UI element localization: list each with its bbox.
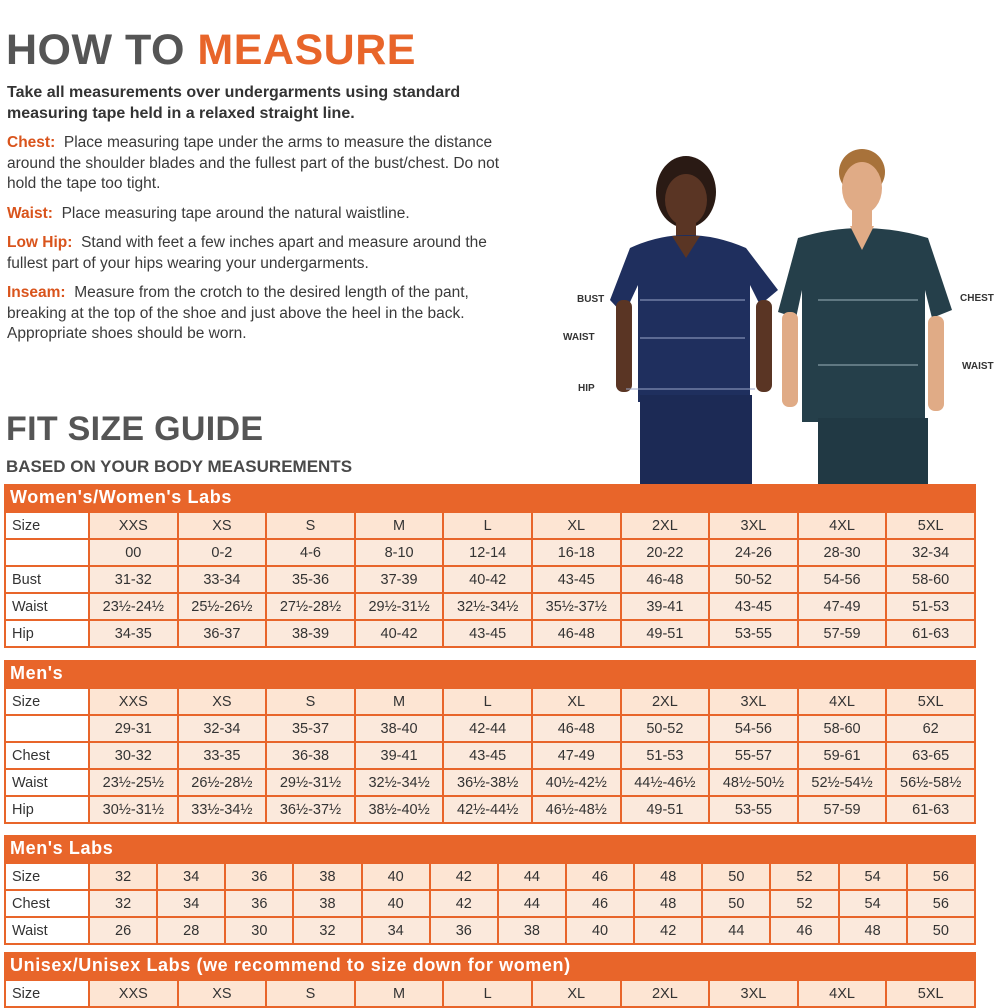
table-cell: 50-52 bbox=[710, 567, 797, 592]
table-cell: 42-44 bbox=[444, 716, 531, 741]
fit-size-guide-title: FIT SIZE GUIDE bbox=[6, 410, 264, 448]
table-cell: 32 bbox=[90, 864, 156, 889]
table-cell: 44½-46½ bbox=[622, 770, 709, 795]
table-cell: 23½-25½ bbox=[90, 770, 177, 795]
table-cell: 58-60 bbox=[799, 716, 886, 741]
women-size-table bbox=[4, 511, 976, 648]
table-cell: 4-6 bbox=[267, 540, 354, 565]
table-cell: 3XL bbox=[710, 689, 797, 714]
table-cell: 42½-44½ bbox=[444, 797, 531, 822]
table-cell: 5XL bbox=[887, 689, 974, 714]
table-cell: 30-32 bbox=[90, 743, 177, 768]
row-label: Size bbox=[6, 689, 88, 714]
table-cell: XXS bbox=[90, 513, 177, 538]
row-label: Bust bbox=[6, 567, 88, 592]
table-cell: 40 bbox=[567, 918, 633, 943]
table-cell: 46 bbox=[567, 891, 633, 916]
row-label: Size bbox=[6, 513, 88, 538]
table-cell: 52½-54½ bbox=[799, 770, 886, 795]
inseam-text: Measure from the crotch to the desired length of the pant, breaking at the top of the shoe and just above the heel in the back. Appropriate shoes should be worn. bbox=[7, 284, 469, 342]
table-cell: S bbox=[267, 513, 354, 538]
men-size-table bbox=[4, 687, 976, 824]
table-cell: 36 bbox=[226, 864, 292, 889]
row-label: Chest bbox=[6, 891, 88, 916]
table-cell: 61-63 bbox=[887, 797, 974, 822]
table-cell: 50-52 bbox=[622, 716, 709, 741]
table-cell: 35-36 bbox=[267, 567, 354, 592]
table-row bbox=[6, 891, 974, 916]
table-cell: M bbox=[356, 981, 443, 1006]
table-cell: 48 bbox=[635, 891, 701, 916]
table-cell: 30 bbox=[226, 918, 292, 943]
table-cell: 57-59 bbox=[799, 797, 886, 822]
table-cell: 28-30 bbox=[799, 540, 886, 565]
table-cell: XS bbox=[179, 689, 266, 714]
table-row bbox=[6, 743, 974, 768]
models-illustration bbox=[560, 140, 1000, 485]
table-cell: 36-38 bbox=[267, 743, 354, 768]
table-row bbox=[6, 621, 974, 646]
table-cell: 2XL bbox=[622, 689, 709, 714]
table-cell: 43-45 bbox=[444, 621, 531, 646]
table-cell: 36-37 bbox=[179, 621, 266, 646]
title-plain: HOW TO bbox=[6, 26, 198, 74]
table-cell: 38 bbox=[499, 918, 565, 943]
table-cell: 47-49 bbox=[533, 743, 620, 768]
row-label bbox=[6, 716, 88, 741]
table-cell: 58-60 bbox=[887, 567, 974, 592]
table-cell: 54 bbox=[840, 864, 906, 889]
table-cell: 54 bbox=[840, 891, 906, 916]
table-cell: 32 bbox=[294, 918, 360, 943]
table-cell: 26 bbox=[90, 918, 156, 943]
table-cell: 55-57 bbox=[710, 743, 797, 768]
table-cell: 39-41 bbox=[356, 743, 443, 768]
table-cell: 27½-28½ bbox=[267, 594, 354, 619]
women-section-heading: Women's/Women's Labs bbox=[4, 484, 976, 511]
men-labs-size-table bbox=[4, 862, 976, 945]
table-cell: L bbox=[444, 981, 531, 1006]
table-cell: 36 bbox=[226, 891, 292, 916]
table-cell: 36 bbox=[431, 918, 497, 943]
table-cell: 25½-26½ bbox=[179, 594, 266, 619]
table-cell: 36½-38½ bbox=[444, 770, 531, 795]
table-cell: 56 bbox=[908, 891, 974, 916]
men-section-heading: Men's bbox=[4, 660, 976, 687]
table-cell: 33½-34½ bbox=[179, 797, 266, 822]
table-cell: 42 bbox=[635, 918, 701, 943]
table-cell: L bbox=[444, 513, 531, 538]
table-cell: 34-35 bbox=[90, 621, 177, 646]
table-cell: 0-2 bbox=[179, 540, 266, 565]
low-hip-instruction bbox=[7, 233, 507, 274]
table-cell: 29-31 bbox=[90, 716, 177, 741]
row-label: Size bbox=[6, 981, 88, 1006]
table-cell: 54-56 bbox=[799, 567, 886, 592]
table-cell: 46-48 bbox=[533, 621, 620, 646]
table-cell: 38 bbox=[294, 864, 360, 889]
men-labs-section-heading: Men's Labs bbox=[4, 835, 976, 862]
waist-tag-men: WAIST bbox=[962, 361, 994, 372]
table-cell: 34 bbox=[158, 864, 224, 889]
table-cell: 32½-34½ bbox=[444, 594, 531, 619]
table-cell: 38-39 bbox=[267, 621, 354, 646]
measure-intro: Take all measurements over undergarments using standard measuring tape held in a relaxed straight line. bbox=[7, 84, 461, 122]
table-cell: M bbox=[356, 513, 443, 538]
table-cell: 00 bbox=[90, 540, 177, 565]
table-cell: 38 bbox=[294, 891, 360, 916]
table-row bbox=[6, 567, 974, 592]
table-cell: 46 bbox=[771, 918, 837, 943]
waist-label: Waist: bbox=[7, 205, 53, 222]
table-cell: 5XL bbox=[887, 981, 974, 1006]
table-cell: 4XL bbox=[799, 689, 886, 714]
table-cell: 56 bbox=[908, 864, 974, 889]
how-to-measure-title bbox=[6, 26, 416, 75]
table-cell: 24-26 bbox=[710, 540, 797, 565]
chest-label: Chest: bbox=[7, 134, 56, 151]
unisex-section-heading: Unisex/Unisex Labs (we recommend to size down for women) bbox=[4, 952, 976, 979]
table-cell: 29½-31½ bbox=[267, 770, 354, 795]
table-row bbox=[6, 864, 974, 889]
table-cell: XXS bbox=[90, 689, 177, 714]
table-cell: 29½-31½ bbox=[356, 594, 443, 619]
inseam-label: Inseam: bbox=[7, 284, 66, 301]
table-cell: 42 bbox=[431, 864, 497, 889]
table-cell: 56½-58½ bbox=[887, 770, 974, 795]
table-cell: 46-48 bbox=[533, 716, 620, 741]
table-row bbox=[6, 689, 974, 714]
table-cell: 33-35 bbox=[179, 743, 266, 768]
table-cell: 51-53 bbox=[887, 594, 974, 619]
table-cell: 37-39 bbox=[356, 567, 443, 592]
row-label bbox=[6, 540, 88, 565]
low-hip-label: Low Hip: bbox=[7, 234, 73, 251]
row-label: Hip bbox=[6, 621, 88, 646]
hip-tag: HIP bbox=[578, 383, 595, 394]
table-cell: 40 bbox=[363, 891, 429, 916]
table-cell: 43-45 bbox=[710, 594, 797, 619]
table-cell: 2XL bbox=[622, 513, 709, 538]
table-cell: 47-49 bbox=[799, 594, 886, 619]
table-cell: 59-61 bbox=[799, 743, 886, 768]
man-model bbox=[778, 149, 952, 485]
table-cell: XS bbox=[179, 513, 266, 538]
table-cell: M bbox=[356, 689, 443, 714]
table-row bbox=[6, 540, 974, 565]
table-row bbox=[6, 716, 974, 741]
table-cell: 4XL bbox=[799, 513, 886, 538]
table-cell: 52 bbox=[771, 864, 837, 889]
row-label: Chest bbox=[6, 743, 88, 768]
table-cell: 63-65 bbox=[887, 743, 974, 768]
table-cell: 44 bbox=[703, 918, 769, 943]
table-cell: 50 bbox=[703, 891, 769, 916]
table-cell: 54-56 bbox=[710, 716, 797, 741]
table-cell: 33-34 bbox=[179, 567, 266, 592]
chest-tag: CHEST bbox=[960, 293, 994, 304]
chest-text: Place measuring tape under the arms to measure the distance around the shoulder blades and the fullest part of the bust/chest. Do not hold the tape too tight. bbox=[7, 134, 500, 192]
row-label: Waist bbox=[6, 918, 88, 943]
table-row bbox=[6, 770, 974, 795]
table-cell: 3XL bbox=[710, 513, 797, 538]
table-cell: 5XL bbox=[887, 513, 974, 538]
table-cell: 31-32 bbox=[90, 567, 177, 592]
table-row bbox=[6, 918, 974, 943]
table-cell: 40-42 bbox=[356, 621, 443, 646]
table-cell: 34 bbox=[158, 891, 224, 916]
table-cell: 61-63 bbox=[887, 621, 974, 646]
table-cell: S bbox=[267, 981, 354, 1006]
table-cell: 48 bbox=[635, 864, 701, 889]
unisex-size-table bbox=[4, 979, 976, 1008]
table-cell: 36½-37½ bbox=[267, 797, 354, 822]
row-label: Size bbox=[6, 864, 88, 889]
table-cell: 2XL bbox=[622, 981, 709, 1006]
woman-model bbox=[610, 156, 778, 485]
table-cell: 35½-37½ bbox=[533, 594, 620, 619]
table-cell: 3XL bbox=[710, 981, 797, 1006]
table-cell: XL bbox=[533, 513, 620, 538]
table-cell: 32 bbox=[90, 891, 156, 916]
table-cell: 52 bbox=[771, 891, 837, 916]
title-accent: MEASURE bbox=[197, 26, 416, 74]
table-cell: 48½-50½ bbox=[710, 770, 797, 795]
table-cell: 51-53 bbox=[622, 743, 709, 768]
chest-instruction bbox=[7, 133, 507, 195]
table-cell: 40½-42½ bbox=[533, 770, 620, 795]
table-cell: 53-55 bbox=[710, 797, 797, 822]
table-cell: 40-42 bbox=[444, 567, 531, 592]
table-cell: 40 bbox=[363, 864, 429, 889]
table-cell: 34 bbox=[363, 918, 429, 943]
table-cell: 38-40 bbox=[356, 716, 443, 741]
table-cell: 62 bbox=[887, 716, 974, 741]
table-row bbox=[6, 513, 974, 538]
table-cell: XL bbox=[533, 981, 620, 1006]
table-row bbox=[6, 981, 974, 1006]
table-cell: 43-45 bbox=[533, 567, 620, 592]
table-cell: S bbox=[267, 689, 354, 714]
table-cell: L bbox=[444, 689, 531, 714]
table-cell: 32-34 bbox=[887, 540, 974, 565]
waist-tag-women: WAIST bbox=[563, 332, 595, 343]
table-cell: 42 bbox=[431, 891, 497, 916]
row-label: Waist bbox=[6, 770, 88, 795]
fit-size-guide-subtitle: BASED ON YOUR BODY MEASUREMENTS bbox=[6, 457, 353, 476]
table-cell: 49-51 bbox=[622, 797, 709, 822]
table-cell: XXS bbox=[90, 981, 177, 1006]
waist-instruction bbox=[7, 204, 507, 225]
table-cell: XS bbox=[179, 981, 266, 1006]
table-cell: 44 bbox=[499, 891, 565, 916]
table-cell: 49-51 bbox=[622, 621, 709, 646]
table-row bbox=[6, 594, 974, 619]
table-cell: 53-55 bbox=[710, 621, 797, 646]
table-cell: 30½-31½ bbox=[90, 797, 177, 822]
table-cell: 35-37 bbox=[267, 716, 354, 741]
table-cell: 12-14 bbox=[444, 540, 531, 565]
row-label: Hip bbox=[6, 797, 88, 822]
row-label: Waist bbox=[6, 594, 88, 619]
table-cell: 16-18 bbox=[533, 540, 620, 565]
table-cell: 28 bbox=[158, 918, 224, 943]
bust-tag: BUST bbox=[577, 294, 605, 305]
low-hip-text: Stand with feet a few inches apart and measure around the fullest part of your hips wearing your undergarments. bbox=[7, 234, 487, 272]
table-cell: 8-10 bbox=[356, 540, 443, 565]
waist-text: Place measuring tape around the natural waistline. bbox=[61, 205, 410, 222]
table-cell: 39-41 bbox=[622, 594, 709, 619]
table-cell: 44 bbox=[499, 864, 565, 889]
table-cell: 43-45 bbox=[444, 743, 531, 768]
table-cell: 46 bbox=[567, 864, 633, 889]
table-row bbox=[6, 797, 974, 822]
table-cell: 50 bbox=[703, 864, 769, 889]
table-cell: 23½-24½ bbox=[90, 594, 177, 619]
table-cell: 32-34 bbox=[179, 716, 266, 741]
table-cell: 50 bbox=[908, 918, 974, 943]
table-cell: 4XL bbox=[799, 981, 886, 1006]
table-cell: 20-22 bbox=[622, 540, 709, 565]
inseam-instruction bbox=[7, 283, 507, 345]
table-cell: 57-59 bbox=[799, 621, 886, 646]
table-cell: 32½-34½ bbox=[356, 770, 443, 795]
table-cell: 46½-48½ bbox=[533, 797, 620, 822]
measurement-figure bbox=[560, 140, 1000, 485]
table-cell: 48 bbox=[840, 918, 906, 943]
table-cell: 26½-28½ bbox=[179, 770, 266, 795]
table-cell: 46-48 bbox=[622, 567, 709, 592]
table-cell: XL bbox=[533, 689, 620, 714]
table-cell: 38½-40½ bbox=[356, 797, 443, 822]
